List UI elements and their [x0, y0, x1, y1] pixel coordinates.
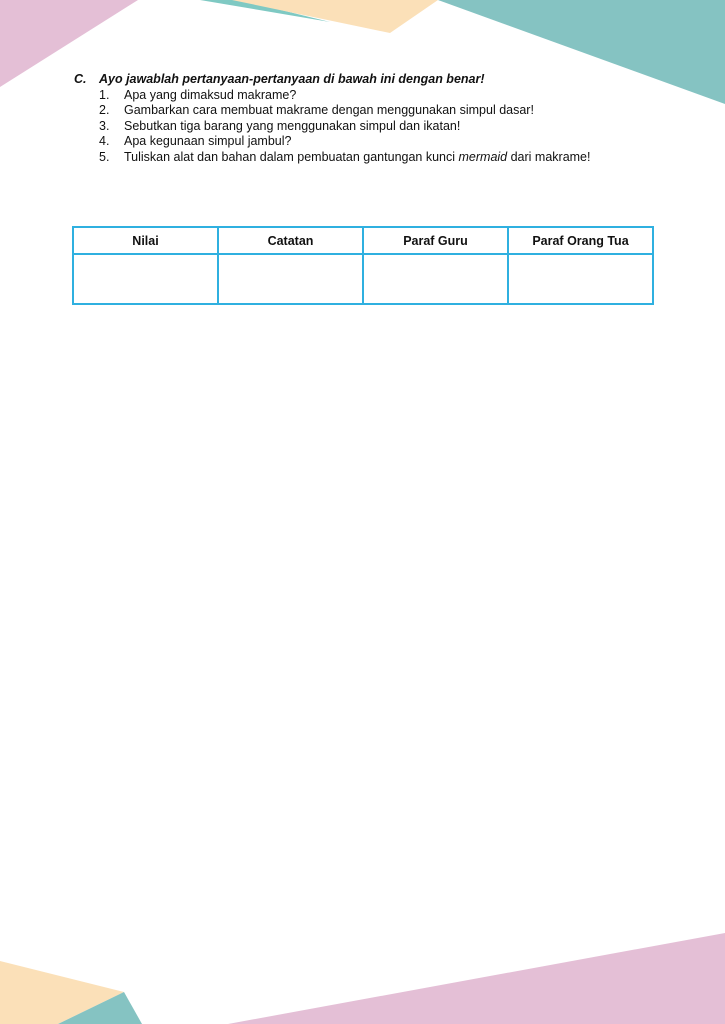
question-item — [74, 134, 590, 150]
question-item — [74, 119, 590, 135]
question-list — [74, 88, 590, 166]
question-text-italic: mermaid — [458, 149, 508, 164]
section-heading — [74, 72, 590, 88]
header-catatan: Catatan — [218, 227, 363, 254]
section-heading-text: Ayo jawablah pertanyaan-pertanyaan di bawah ini dengan benar! — [99, 72, 485, 86]
question-number: 1. — [99, 87, 110, 102]
peach-shape — [232, 0, 438, 33]
question-text: Tuliskan alat dan bahan dalam pembuatan gantungan kunci — [124, 149, 459, 164]
section-letter: C. — [74, 72, 87, 86]
question-number: 4. — [99, 134, 110, 148]
question-number: 3. — [99, 118, 110, 133]
table-header-row — [73, 227, 653, 254]
question-text-end: dari makrame! — [507, 149, 591, 164]
question-text: Apa kegunaan simpul jambul? — [124, 134, 292, 148]
header-paraf-guru: Paraf Guru — [363, 227, 508, 254]
question-item — [74, 150, 590, 166]
cell-catatan — [218, 254, 363, 304]
pink-bottom-shape — [228, 933, 725, 1024]
header-paraf-orang-tua: Paraf Orang Tua — [508, 227, 653, 254]
question-text: Sebutkan tiga barang yang menggunakan simpul dan ikatan! — [124, 118, 461, 133]
table-row — [73, 254, 653, 304]
question-number: 2. — [99, 103, 110, 117]
question-item — [74, 88, 590, 104]
header-nilai: Nilai — [73, 227, 218, 254]
question-section — [74, 72, 590, 165]
cell-nilai — [73, 254, 218, 304]
cell-paraf-guru — [363, 254, 508, 304]
question-text: Gambarkan cara membuat makrame dengan menggunakan simpul dasar! — [124, 103, 534, 117]
cell-paraf-orang-tua — [508, 254, 653, 304]
question-number: 5. — [99, 149, 110, 164]
grade-table — [72, 226, 654, 305]
question-item — [74, 103, 590, 119]
question-text: Apa yang dimaksud makrame? — [124, 87, 297, 102]
